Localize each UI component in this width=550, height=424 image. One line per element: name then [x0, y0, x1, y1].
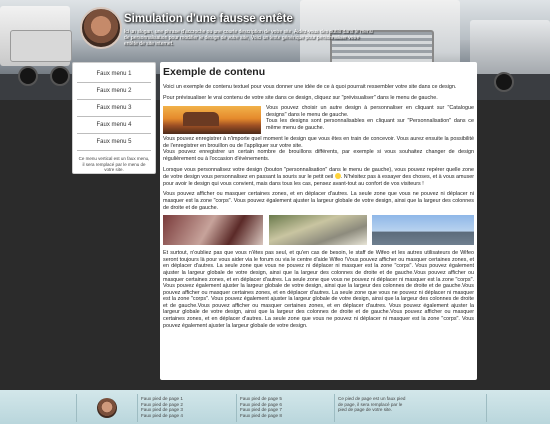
divider — [334, 394, 335, 422]
divider — [76, 394, 77, 422]
footer-link[interactable]: Faux pied de page 3 — [141, 407, 183, 413]
main-content — [160, 62, 477, 380]
divider — [137, 394, 138, 422]
divider — [236, 394, 237, 422]
footer-link[interactable]: Faux pied de page 8 — [240, 412, 282, 418]
content-paragraph: Tous les designs sont personnalisables en cliquant sur "Personnalisation" dans ce même menu de gauche. — [266, 118, 474, 131]
left-menu — [72, 62, 156, 174]
text-span: Lorsque vous personnalisez votre design (bouton "personnalisation" dans le menu de gauche), vous pouvez repérer quelle zone de votre design vous personnalisez en passant la souris sur le petit oeil — [163, 166, 474, 181]
text-span: . N'hésitez pas à essayer des choses, et à vous amuser pour avoir le design qui vous convient, mais dans tous les cas, pensez avant-tout au confort de vos visiteurs ! — [163, 174, 475, 187]
site-slogan: Ici un slogan, une phrase d'accroche ou une courte description de votre site, Aidez-vous des outils dans le menu de personnalisation pour modifier le design de votre site, Voici un texte générique pour personnaliser votre entête de site internet. — [124, 29, 373, 47]
wheel-icon — [494, 72, 514, 92]
menu-item-1[interactable]: Faux menu 1 — [77, 67, 151, 83]
menu-note: Ce menu vertical est un faux menu, il sera remplacé par le menu de votre site. — [78, 156, 150, 172]
content-paragraph: Pour prévisualiser le vrai contenu de votre site dans ce design, cliquez sur "prévisualiser" dans le menu de gauche. — [163, 94, 438, 101]
menu-item-2[interactable]: Faux menu 2 — [77, 84, 151, 100]
footer-column-1 — [141, 396, 183, 418]
footer-link[interactable]: Faux pied de page 4 — [141, 412, 183, 418]
content-paragraph — [163, 167, 474, 188]
menu-item-5[interactable]: Faux menu 5 — [77, 135, 151, 151]
desert-image — [163, 106, 261, 134]
photo-image — [372, 215, 474, 245]
site-logo[interactable] — [80, 7, 122, 49]
image-row — [163, 215, 474, 245]
wheel-icon — [18, 66, 38, 86]
photo-image — [269, 215, 367, 245]
photo-image — [163, 215, 263, 245]
truck-trailer-left — [10, 30, 72, 62]
content-paragraph: Vous pouvez choisir un autre design à personnaliser en cliquant sur "Catalogue designs" dans le menu de gauche. — [266, 105, 474, 118]
content-paragraph: Et surtout, n'oubliez pas que vous n'êtes pas seul, et qu'en cas de besoin, le staff de Wifeo et les autres utilisateurs de Wifeo seront toujours là pour vous aider via le forum ou via le centre d'aide Wifeo !Vous pouvez afficher ou masquer certaines zones, et en déplacer d'autres. La seule zone que vous ne pouvez ni déplacer ni masquer est la zone "corps". Vous pouvez également ajuster la largeur globale de votre design, ainsi que la largeur des colonnes de droite et de gauche.Vous pouvez afficher ou masquer certaines zones, et en déplacer d'autres. La seule zone que vous ne pouvez ni déplacer ni masquer est la zone "corps". Vous pouvez également ajuster la largeur globale de votre design, ainsi que la largeur des colonnes de droite et de gauche.Vous pouvez afficher ou masquer certaines zones, et en déplacer d'autres. La seule zone que vous ne pouvez ni déplacer ni masquer est la zone "corps". Vous pouvez également ajuster la largeur globale de votre design, ainsi que la largeur des colonnes de droite et de gauche.Vous pouvez afficher ou masquer certaines zones, et en déplacer d'autres. Vous pouvez également ajuster la largeur globale de votre design, ainsi que la largeur des colonnes de droite et de gauche.Vous pouvez afficher ou masquer certaines zones, et en déplacer d'autres. La seule zone que vous ne pouvez ni déplacer ni masquer est la zone "corps". Vous pouvez également ajuster la largeur globale de votre design. — [163, 250, 474, 329]
truck-image-right — [470, 20, 550, 80]
footer-note: Ce pied de page est un faux pied de page, il sera remplacé par le pied de page de votre site. — [338, 396, 406, 413]
footer-link[interactable]: Faux pied de page 5 — [240, 396, 282, 401]
content-paragraph: Vous pouvez afficher ou masquer certaines zones, et en déplacer d'autres. La seule zone que vous ne pouvez ni déplacer ni masquer est la zone "corps". Vous pouvez également ajuster la largeur globale de votre design, ainsi que la largeur des colonnes de droite et de gauche. — [163, 191, 474, 211]
menu-item-4[interactable]: Faux menu 4 — [77, 118, 151, 134]
footer-link[interactable]: Faux pied de page 2 — [141, 401, 183, 407]
footer-link[interactable]: Faux pied de page 7 — [240, 407, 282, 413]
site-title[interactable]: Simulation d'une fausse entête — [124, 13, 293, 25]
content-paragraph: Voici un exemple de contenu textuel pour vous donner une idée de ce à quoi pourrait ressembler votre site dans ce design. — [163, 84, 457, 90]
footer-column-2 — [240, 396, 282, 418]
footer-link[interactable]: Faux pied de page 1 — [141, 396, 183, 401]
footer — [0, 390, 550, 424]
content-paragraph: Vous pouvez enregistrer à n'importe quel moment le design que vous êtes en train de concevoir. Vous aurez ensuite la possibilité de l'enregistrer en brouillon ou de l'appliquer sur votre site. — [163, 136, 474, 149]
footer-link[interactable]: Faux pied de page 6 — [240, 401, 282, 407]
footer-logo[interactable] — [97, 398, 117, 418]
page-title: Exemple de contenu — [163, 66, 266, 78]
wheel-icon — [50, 66, 70, 86]
divider — [486, 394, 487, 422]
content-paragraph: Vous pouvez enregistrer un certain nombre de brouillons différents, par exemple si vous souhaitez changer de design régulièrement ou à l'occasion d'évènements. — [163, 149, 474, 162]
menu-item-3[interactable]: Faux menu 3 — [77, 101, 151, 117]
